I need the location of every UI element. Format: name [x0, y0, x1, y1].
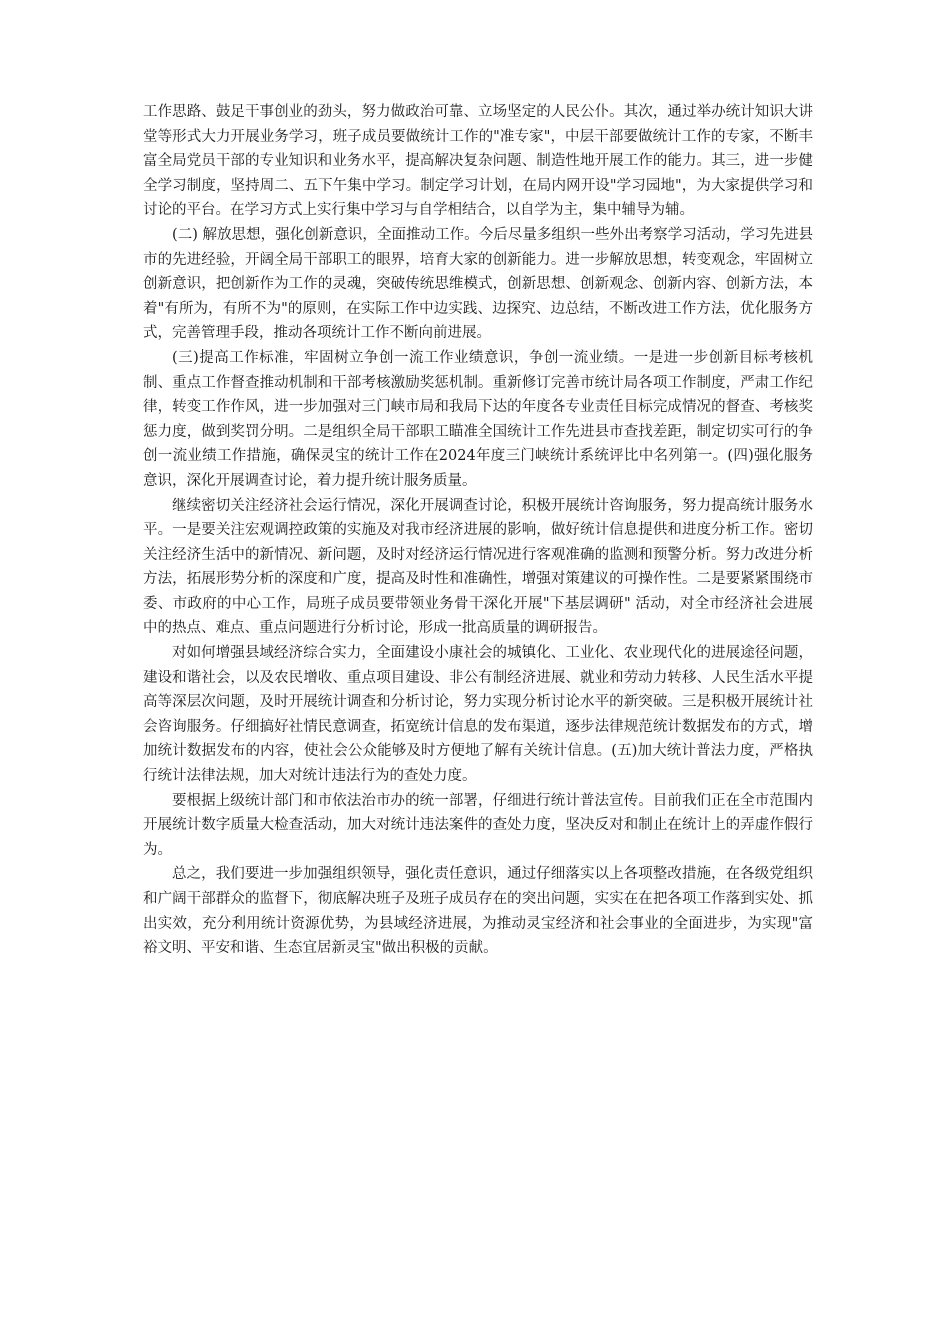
paragraph-conclusion: 总之，我们要进一步加强组织领导，强化责任意识，通过仔细落实以上各项整改措施，在各级党组织和广阔干部群众的监督下，彻底解决班子及班子成员存在的突出问题，实实在在把各项工作落到实处、抓出实效，充分利用统计资源优势，为县域经济进展，为推动灵宝经济和社会事业的全面进步，为实现"富裕文明、平安和谐、生态宜居新灵宝"做出积极的贡献。: [143, 866, 813, 957]
document-body: [143, 100, 813, 961]
paragraph-county-economy: 对如何增强县域经济综合实力，全面建设小康社会的城镇化、工业化、农业现代化的进展途径问题，建设和谐社会，以及农民增收、重点项目建设、非公有制经济进展、就业和劳动力转移、人民生活水平提高等深层次问题，及时开展统计调查和分析讨论，努力实现分析讨论水平的新突破。三是积极开展统计社会咨询服务。仔细搞好社情民意调查，拓宽统计信息的发布渠道，逐步法律规范统计数据发布的方式，增加统计数据发布的内容，使社会公众能够及时方便地了解有关统计信息。(五)加大统计普法力度，严格执行统计法律法规，加大对统计违法行为的查处力度。: [143, 645, 813, 785]
paragraph-section-4: 继续密切关注经济社会运行情况，深化开展调查讨论，积极开展统计咨询服务，努力提高统计服务水平。一是要关注宏观调控政策的实施及对我市经济进展的影响，做好统计信息提供和进度分析工作。密切关注经济生活中的新情况、新问题，及时对经济运行情况进行客观准确的监测和预警分析。努力改进分析方法，拓展形势分析的深度和广度，提高及时性和准确性，增强对策建议的可操作性。二是要紧紧围绕市委、市政府的中心工作，局班子成员要带领业务骨干深化开展"下基层调研" 活动，对全市经济社会进展中的热点、难点、重点问题进行分析讨论，形成一批高质量的调研报告。: [143, 497, 813, 637]
paragraph-section-2: (二) 解放思想，强化创新意识，全面推动工作。今后尽量多组织一些外出考察学习活动，学习先进县市的先进经验，开阔全局干部职工的眼界，培育大家的创新能力。进一步解放思想，转变观念，牢固树立创新意识，把创新作为工作的灵魂，突破传统思维模式，创新思想、创新观念、创新内容、创新方法，本着"有所为，有所不为"的原则，在实际工作中边实践、边探究、边总结，不断改进工作方法，优化服务方式，完善管理手段，推动各项统计工作不断向前进展。: [143, 226, 813, 342]
paragraph-section-5: 要根据上级统计部门和市依法治市办的统一部署，仔细进行统计普法宣传。目前我们正在全市范围内开展统计数字质量大检查活动，加大对统计违法案件的查处力度，坚决反对和制止在统计上的弄虚作假行为。: [143, 792, 813, 858]
paragraph-section-3: (三)提高工作标准，牢固树立争创一流工作业绩意识，争创一流业绩。一是进一步创新目标考核机制、重点工作督查推动机制和干部考核激励奖惩机制。重新修订完善市统计局各项工作制度，严肃工作纪律，转变工作作风，进一步加强对三门峡市局和我局下达的年度各专业责任目标完成情况的督查、考核奖惩力度，做到奖罚分明。二是组织全局干部职工瞄准全国统计工作先进县市查找差距，制定切实可行的争创一流业绩工作措施，确保灵宝的统计工作在2024年度三门峡统计系统评比中名列第一。(四)强化服务意识，深化开展调查讨论，着力提升统计服务质量。: [143, 349, 813, 489]
paragraph-continuation: 工作思路、鼓足干事创业的劲头，努力做政治可靠、立场坚定的人民公仆。其次，通过举办统计知识大讲堂等形式大力开展业务学习，班子成员要做统计工作的"准专家"，中层干部要做统计工作的专家，不断丰富全局党员干部的专业知识和业务水平，提高解决复杂问题、制造性地开展工作的能力。其三，进一步健全学习制度，坚持周二、五下午集中学习。制定学习计划，在局内网开设"学习园地"，为大家提供学习和讨论的平台。在学习方式上实行集中学习与自学相结合，以自学为主，集中辅导为辅。: [143, 104, 813, 219]
